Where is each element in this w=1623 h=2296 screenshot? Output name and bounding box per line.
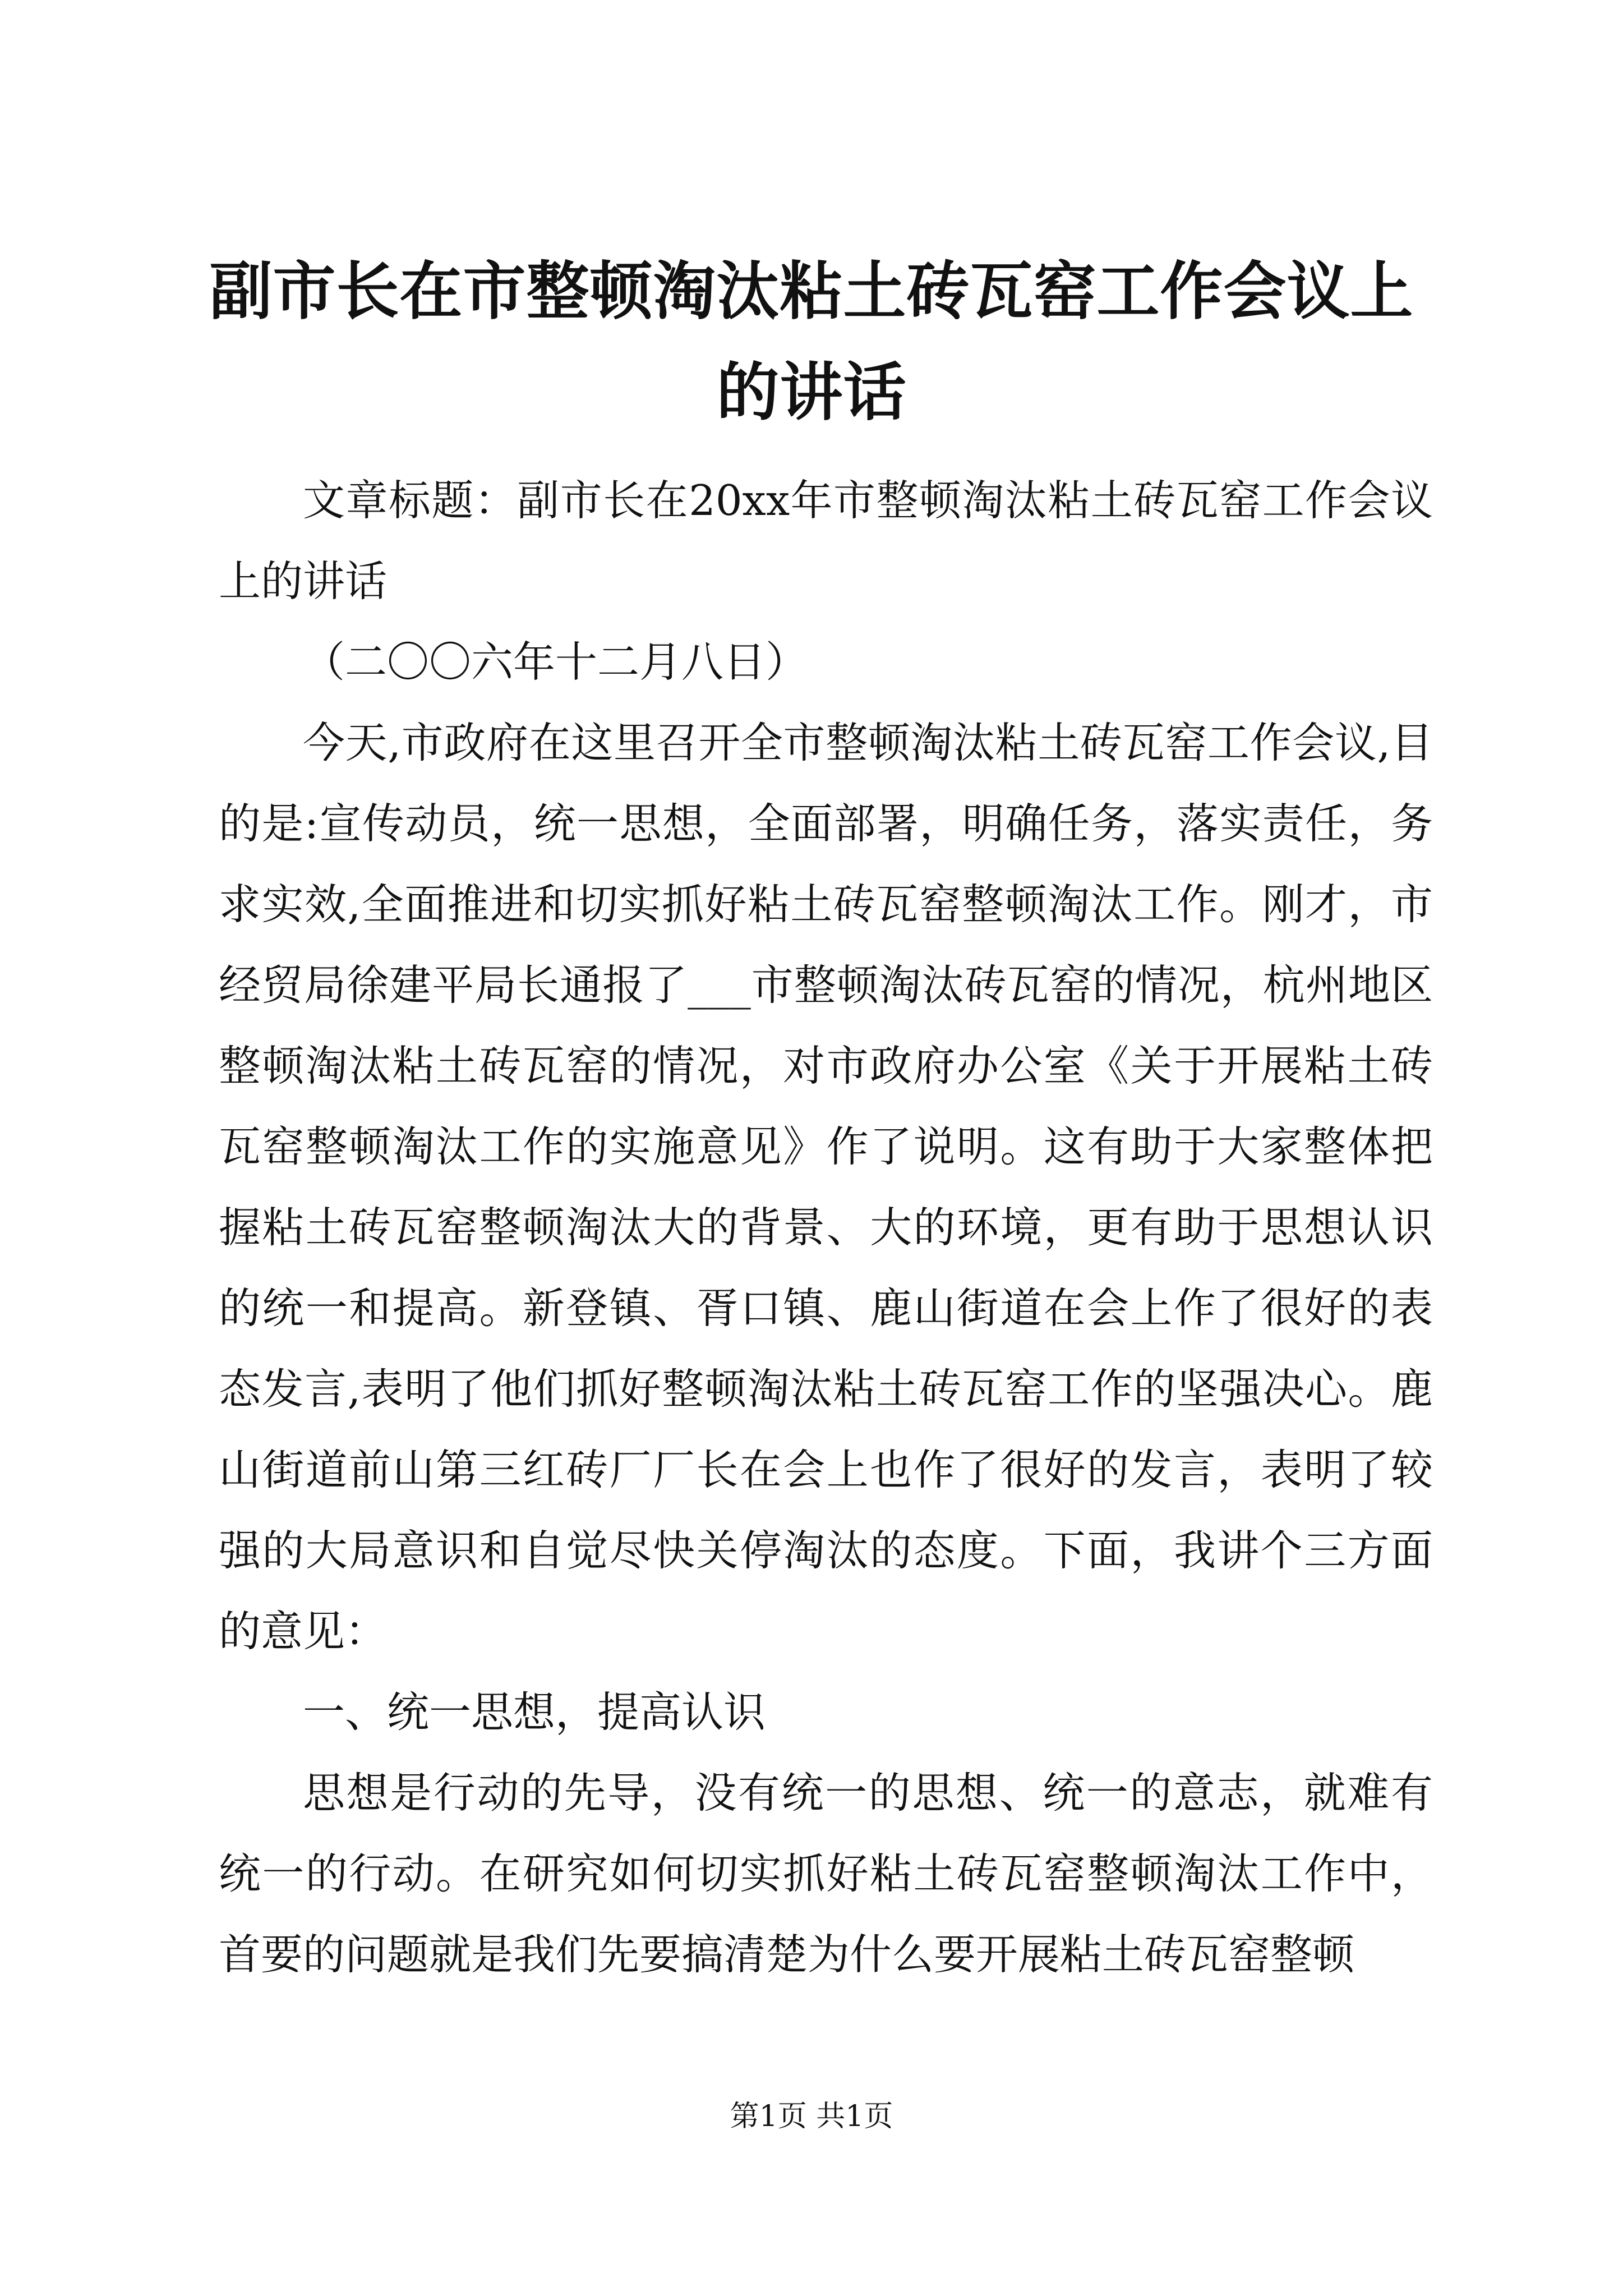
opening-paragraph: 今天,市政府在这里召开全市整顿淘汰粘土砖瓦窑工作会议,目的是:宣传动员，统一思想，全面部署，明确任务，落实责任，务求实效,全面推进和切实抓好粘土砖瓦窑整顿淘汰工作。刚才，市经贸局徐建平局长通报了___市整顿淘汰砖瓦窑的情况，杭州地区整顿淘汰粘土砖瓦窑的情况，对市政府办公室《关于开展粘土砖瓦窑整顿淘汰工作的实施意见》作了说明。这有助于大家整体把握粘土砖瓦窑整顿淘汰大的背景、大的环境，更有助于思想认识的统一和提高。新登镇、胥口镇、鹿山街道在会上作了很好的表态发言,表明了他们抓好整顿淘汰粘土砖瓦窑工作的坚强决心。鹿山街道前山第三红砖厂厂长在会上也作了很好的发言，表明了较强的大局意识和自觉尽快关停淘汰的态度。下面，我讲个三方面的意见： (219, 718, 1433, 1656)
section-paragraph: 思想是行动的先导，没有统一的思想、统一的意志，就难有统一的行动。在研究如何切实抓好粘土砖瓦窑整顿淘汰工作中，首要的问题就是我们先要搞清楚为什么要开展粘土砖瓦窑整顿 (219, 1768, 1433, 1979)
date-paragraph: （二〇〇六年十二月八日） (303, 637, 808, 687)
article-title-paragraph: 文章标题：副市长在20xx年市整顿淘汰粘土砖瓦窑工作会议上的讲话 (219, 476, 1433, 606)
document-body (219, 460, 1433, 1995)
section-heading: 一、统一思想，提高认识 (303, 1687, 766, 1737)
document-title: 副市长在市整顿淘汰粘土砖瓦窑工作会议上的讲话 (209, 255, 1414, 429)
page-footer: 第1页 共1页 (730, 2100, 893, 2133)
